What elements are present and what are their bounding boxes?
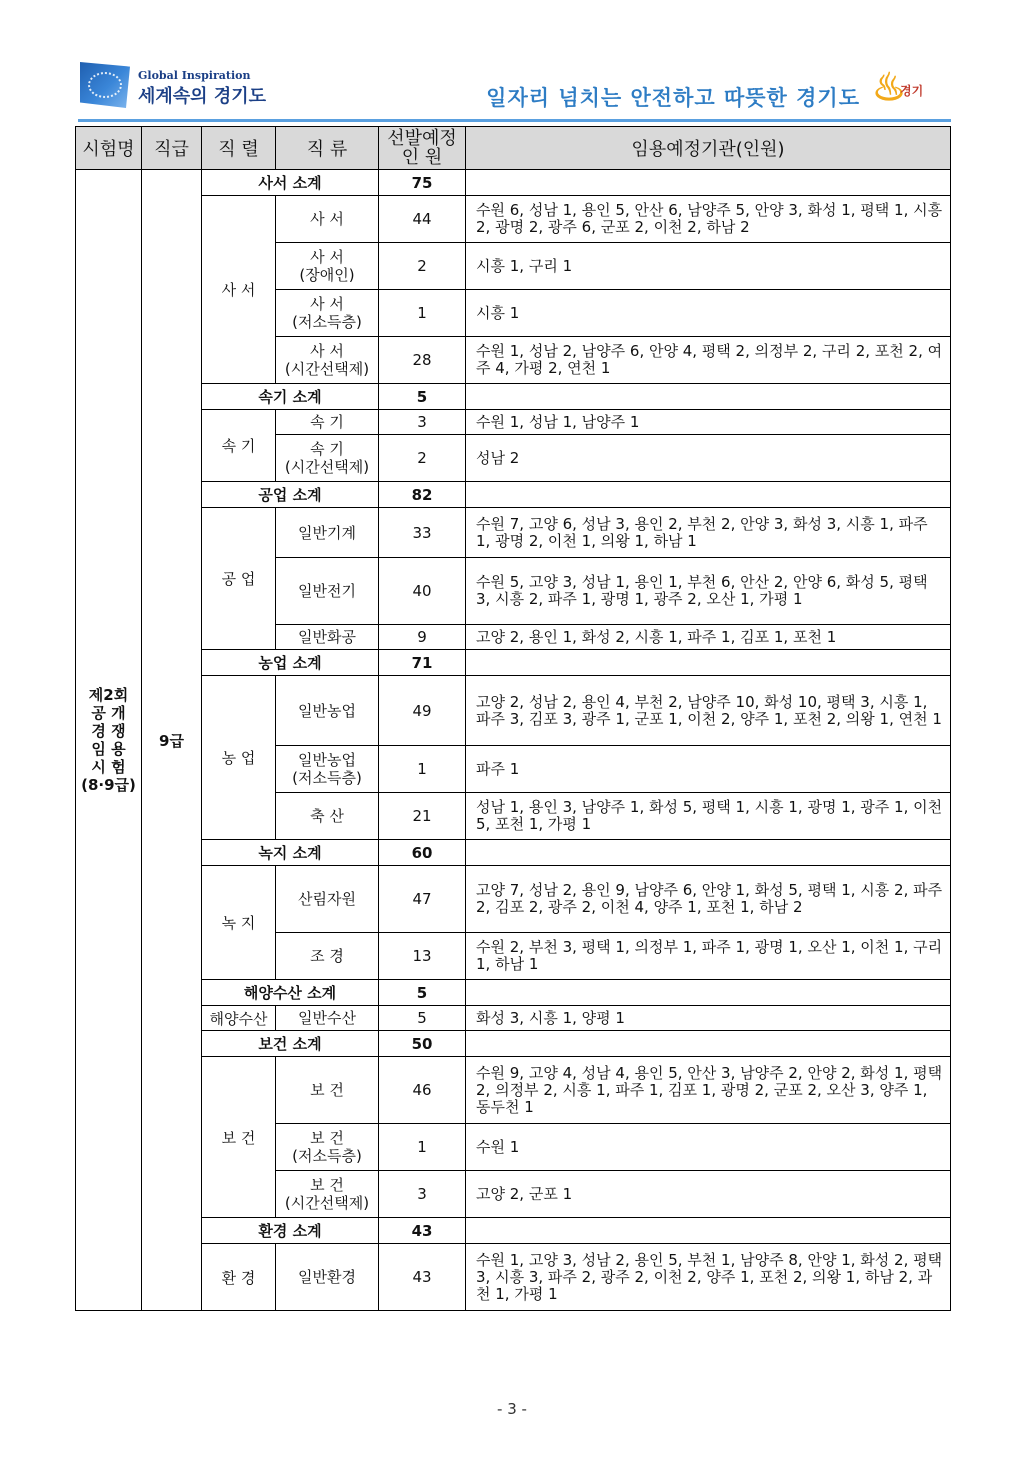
count-cell: 9 [379,625,466,650]
org-cell: 고양 7, 성남 2, 용인 9, 남양주 6, 안양 1, 화성 5, 평택 1, 시흥 2, 파주 2, 김포 2, 광주 2, 이천 4, 양주 1, 포천 1, 하남 2 [466,866,951,933]
count-cell: 33 [379,508,466,558]
subtotal-count: 60 [379,840,466,866]
header-orgs: 임용예정기관(인원) [466,127,951,170]
count-cell: 3 [379,1171,466,1218]
org-cell: 시흥 1, 구리 1 [466,243,951,290]
count-cell: 44 [379,196,466,243]
count-cell: 2 [379,243,466,290]
grade-cell: 9급 [142,170,202,1311]
subtotal-label: 해양수산 소계 [202,980,379,1006]
series-cell: 농 업 [202,676,276,840]
subtotal-orgs [466,170,951,196]
exam-name: 제2회 공 개 경 쟁 임 용 시 험 (8·9급) [76,170,142,1311]
subtotal-label: 녹지 소계 [202,840,379,866]
subtotal-label: 보건 소계 [202,1031,379,1057]
series-cell: 녹 지 [202,866,276,980]
org-cell: 파주 1 [466,746,951,793]
page-header [78,58,950,120]
kind-cell: 일반화공 [276,625,379,650]
org-cell: 시흥 1 [466,290,951,337]
org-cell: 수원 7, 고양 6, 성남 3, 용인 2, 부천 2, 안양 3, 화성 3, 시흥 1, 파주 1, 광명 2, 이천 1, 의왕 1, 하남 1 [466,508,951,558]
subtotal-row [76,170,951,196]
count-cell: 3 [379,410,466,435]
header-series: 직 렬 [202,127,276,170]
table-row [76,410,951,435]
kind-cell: 일반환경 [276,1244,379,1311]
org-cell: 수원 1, 성남 1, 남양주 1 [466,410,951,435]
header-slogan: 일자리 넘치는 안전하고 따뜻한 경기도 [486,86,860,110]
subtotal-label: 환경 소계 [202,1218,379,1244]
kind-cell: 보 건 (저소득층) [276,1124,379,1171]
subtotal-orgs [466,980,951,1006]
kind-cell: 축 산 [276,793,379,840]
kind-cell: 사 서 (장애인) [276,243,379,290]
kind-cell: 사 서 (저소득층) [276,290,379,337]
org-cell: 수원 6, 성남 1, 용인 5, 안산 6, 남양주 5, 안양 3, 화성 1, 평택 1, 시흥 2, 광명 2, 광주 6, 군포 2, 이천 2, 하남 2 [466,196,951,243]
subtotal-orgs [466,482,951,508]
org-cell: 성남 2 [466,435,951,482]
kind-cell: 보 건 (시간선택제) [276,1171,379,1218]
table-row [76,508,951,558]
count-cell: 1 [379,290,466,337]
count-cell: 47 [379,866,466,933]
gyeonggi-logo [78,60,278,112]
kind-cell: 산림자원 [276,866,379,933]
org-cell: 수원 1 [466,1124,951,1171]
subtotal-count: 82 [379,482,466,508]
kind-cell: 속 기 (시간선택제) [276,435,379,482]
subtotal-row [76,482,951,508]
org-cell: 수원 9, 고양 4, 성남 4, 용인 5, 안산 3, 남양주 2, 안양 2, 화성 1, 평택 2, 의정부 2, 시흥 1, 파주 1, 김포 1, 광명 2, 군포 2, 오산 3, 양주 1, 동두천 1 [466,1057,951,1124]
count-cell: 28 [379,337,466,384]
subtotal-count: 75 [379,170,466,196]
series-cell: 속 기 [202,410,276,482]
subtotal-count: 71 [379,650,466,676]
table-row [76,1057,951,1124]
series-cell: 공 업 [202,508,276,650]
kind-cell: 보 건 [276,1057,379,1124]
subtotal-row [76,840,951,866]
org-cell: 수원 2, 부천 3, 평택 1, 의정부 1, 파주 1, 광명 1, 오산 1, 이천 1, 구리 1, 하남 1 [466,933,951,980]
series-cell: 해양수산 [202,1006,276,1031]
count-cell: 43 [379,1244,466,1311]
org-cell: 수원 5, 고양 3, 성남 1, 용인 1, 부천 6, 안산 2, 안양 6, 화성 5, 평택 3, 시흥 2, 파주 1, 광명 1, 광주 2, 오산 1, 가평 1 [466,558,951,625]
table-header-row [76,127,951,170]
subtotal-row [76,384,951,410]
header-divider [78,119,951,122]
logo-emblem-icon [80,62,130,108]
subtotal-row [76,650,951,676]
series-cell: 환 경 [202,1244,276,1311]
kind-cell: 일반전기 [276,558,379,625]
page-number: - 3 - [497,1400,527,1418]
series-cell: 보 건 [202,1057,276,1218]
subtotal-row [76,1031,951,1057]
kind-cell: 일반농업 (저소득층) [276,746,379,793]
kind-cell: 사 서 (시간선택제) [276,337,379,384]
subtotal-orgs [466,1031,951,1057]
kind-cell: 조 경 [276,933,379,980]
count-cell: 2 [379,435,466,482]
header-kind: 직 류 [276,127,379,170]
brand-emblem [872,64,950,112]
org-cell: 고양 2, 군포 1 [466,1171,951,1218]
subtotal-count: 5 [379,980,466,1006]
subtotal-count: 50 [379,1031,466,1057]
kind-cell: 속 기 [276,410,379,435]
subtotal-count: 43 [379,1218,466,1244]
header-grade: 직급 [142,127,202,170]
kind-cell: 일반기계 [276,508,379,558]
table-row [76,866,951,933]
count-cell: 46 [379,1057,466,1124]
emblem-text: 경기 [900,84,924,98]
org-cell: 고양 2, 성남 2, 용인 4, 부천 2, 남양주 10, 화성 10, 평택 3, 시흥 1, 파주 3, 김포 3, 광주 1, 군포 1, 이천 2, 양주 1, 포천 2, 의왕 1, 연천 1 [466,676,951,746]
subtotal-row [76,980,951,1006]
logo-tagline: Global Inspiration [138,69,251,82]
subtotal-orgs [466,384,951,410]
count-cell: 40 [379,558,466,625]
subtotal-label: 사서 소계 [202,170,379,196]
sun-icon: ♨ [872,64,907,109]
org-cell: 수원 1, 고양 3, 성남 2, 용인 5, 부천 1, 남양주 8, 안양 1, 화성 2, 평택 3, 시흥 3, 파주 2, 광주 2, 이천 2, 양주 1, 포천 2, 의왕 1, 하남 2, 과천 1, 가평 1 [466,1244,951,1311]
org-cell: 고양 2, 용인 1, 화성 2, 시흥 1, 파주 1, 김포 1, 포천 1 [466,625,951,650]
subtotal-count: 5 [379,384,466,410]
count-cell: 49 [379,676,466,746]
recruitment-table [75,126,951,1311]
count-cell: 21 [379,793,466,840]
logo-title: 세계속의 경기도 [138,86,266,107]
count-cell: 5 [379,1006,466,1031]
count-cell: 1 [379,746,466,793]
table-row [76,1244,951,1311]
kind-cell: 사 서 [276,196,379,243]
table-row [76,676,951,746]
subtotal-label: 농업 소계 [202,650,379,676]
subtotal-orgs [466,1218,951,1244]
kind-cell: 일반수산 [276,1006,379,1031]
org-cell: 화성 3, 시흥 1, 양평 1 [466,1006,951,1031]
series-cell: 사 서 [202,196,276,384]
count-cell: 13 [379,933,466,980]
table-row [76,1006,951,1031]
header-count: 선발예정 인 원 [379,127,466,170]
header-exam: 시험명 [76,127,142,170]
count-cell: 1 [379,1124,466,1171]
org-cell: 수원 1, 성남 2, 남양주 6, 안양 4, 평택 2, 의정부 2, 구리 2, 포천 2, 여주 4, 가평 2, 연천 1 [466,337,951,384]
table-row [76,196,951,243]
subtotal-orgs [466,650,951,676]
subtotal-orgs [466,840,951,866]
subtotal-label: 공업 소계 [202,482,379,508]
kind-cell: 일반농업 [276,676,379,746]
subtotal-label: 속기 소계 [202,384,379,410]
org-cell: 성남 1, 용인 3, 남양주 1, 화성 5, 평택 1, 시흥 1, 광명 1, 광주 1, 이천 5, 포천 1, 가평 1 [466,793,951,840]
subtotal-row [76,1218,951,1244]
